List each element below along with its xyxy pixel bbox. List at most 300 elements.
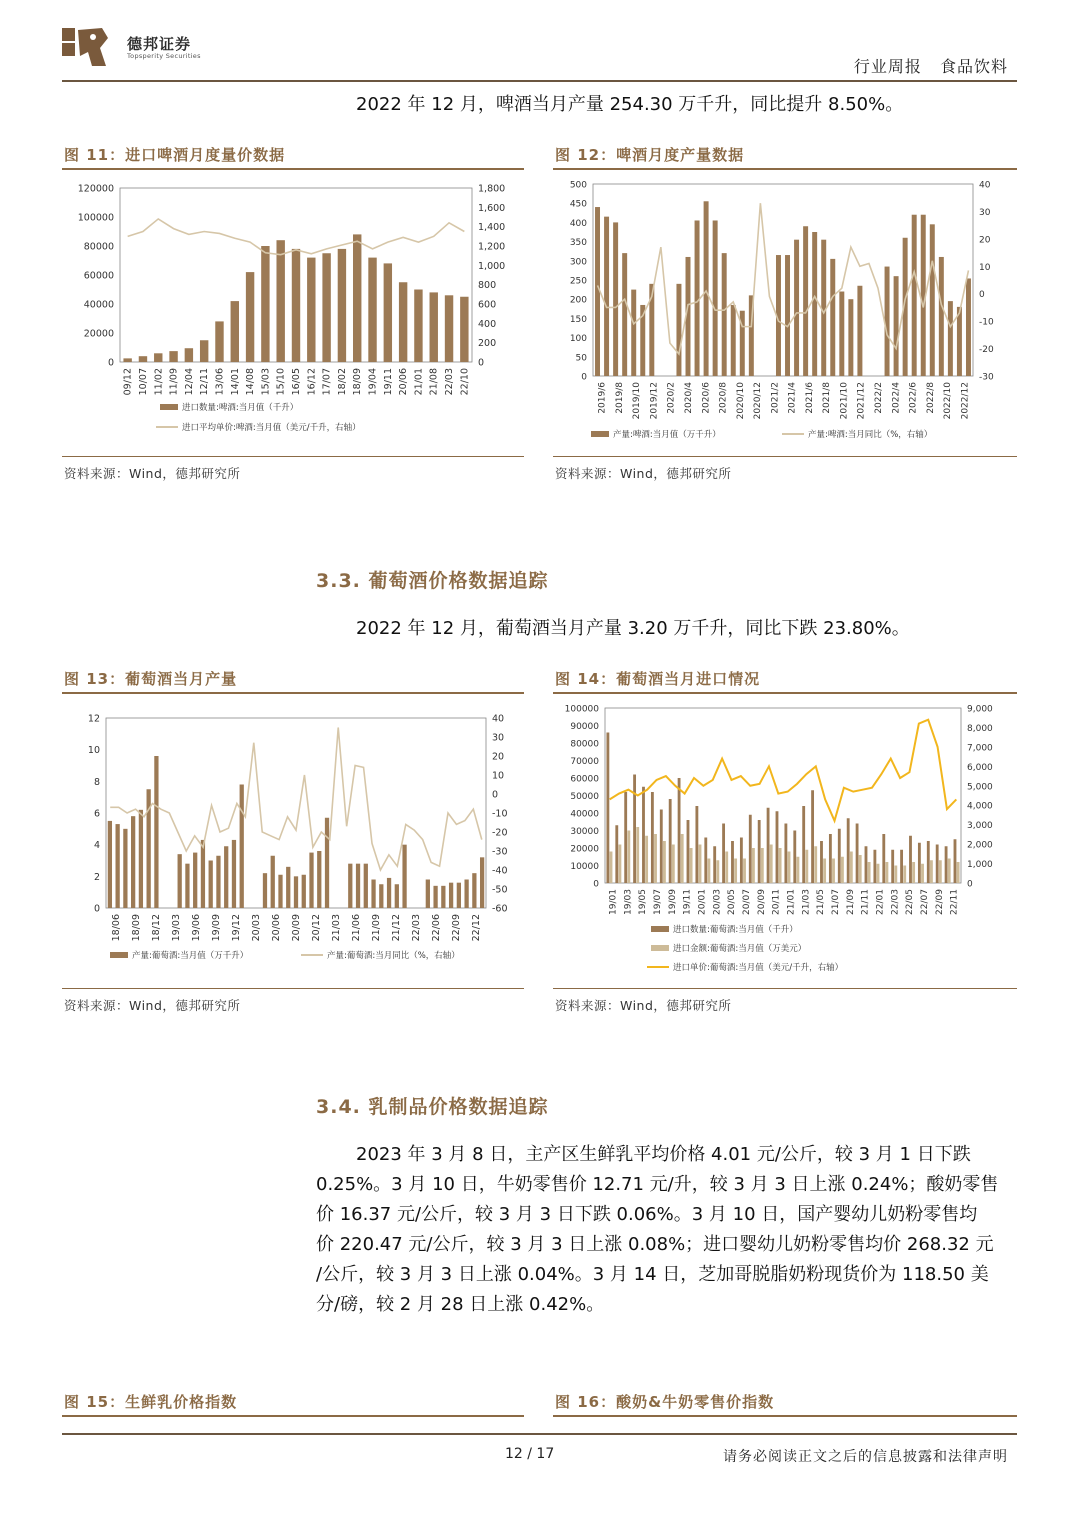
y-left-tick-label: 2 [93, 871, 100, 883]
bar [731, 305, 736, 376]
legend-swatch [651, 945, 669, 951]
dairy-line: 2023 年 3 月 8 日，主产区生鲜乳平均价格 4.01 元/公斤，较 3 月 1 日下跌 [356, 1144, 971, 1165]
fig13-top-rule [62, 692, 524, 694]
legend-label: 进口金额:葡萄酒:当月值（万美元） [673, 944, 807, 954]
x-tick-label: 12/04 [183, 368, 195, 396]
brand-name-en: Topsperity Securities [127, 52, 201, 60]
bar [624, 792, 627, 883]
y-left-tick-label: 6 [93, 808, 100, 820]
y-right-tick-label: 1,000 [478, 260, 506, 272]
bar [802, 806, 805, 883]
x-tick-label: 20/06 [271, 914, 282, 942]
bar [322, 253, 330, 362]
y-left-tick-label: 120000 [77, 183, 114, 195]
y-left-tick-label: 10000 [570, 862, 599, 872]
y-left-tick-label: 0 [593, 879, 599, 890]
y-left-tick-label: 300 [569, 257, 587, 268]
bar [761, 848, 764, 883]
bar [631, 290, 636, 376]
bar [847, 818, 850, 883]
bar [426, 880, 430, 909]
bar [948, 859, 951, 884]
x-tick-label: 10/07 [137, 368, 149, 396]
bar [770, 845, 773, 884]
bar [201, 840, 205, 908]
bar [785, 255, 790, 376]
bar [796, 857, 799, 883]
legend-swatch [651, 926, 669, 932]
bar [663, 841, 666, 883]
x-tick-label: 20/12 [311, 914, 322, 942]
bar [317, 851, 321, 908]
y-left-tick-label: 100000 [77, 212, 114, 224]
x-tick-label: 18/09 [352, 368, 364, 396]
bar [395, 884, 399, 908]
y-right-tick-label: 10 [979, 262, 991, 273]
bar [927, 841, 930, 883]
x-tick-label: 21/03 [331, 914, 342, 942]
bar [441, 886, 445, 908]
bar [449, 883, 453, 908]
bar [903, 866, 906, 884]
bar [169, 351, 177, 362]
legend-label: 产量:啤酒:当月值（万千升） [613, 430, 721, 440]
bar [821, 240, 826, 376]
y-right-tick-label: -30 [979, 372, 994, 383]
y-right-tick-label: 1,400 [478, 222, 506, 234]
plot-frame [605, 708, 961, 883]
bar [882, 834, 885, 883]
bar [918, 843, 921, 883]
x-tick-label: 12/11 [199, 368, 211, 396]
footer-rule [62, 1433, 1017, 1435]
bar [231, 301, 239, 362]
y-right-tick-label: -50 [492, 884, 508, 896]
bar [131, 816, 135, 908]
bar [464, 880, 468, 909]
x-tick-label: 2021/6 [804, 382, 815, 414]
bar [848, 299, 853, 376]
y-right-tick-label: 9,000 [967, 704, 993, 715]
bar [930, 860, 933, 883]
bar [384, 263, 392, 362]
bar [613, 222, 618, 376]
fig11-title: 图 11：进口啤酒月度量价数据 [64, 146, 286, 164]
x-tick-label: 22/11 [949, 889, 960, 915]
bar [353, 234, 361, 362]
y-left-tick-label: 50 [575, 353, 587, 364]
industry-label: 食品饮料 [939, 57, 1008, 76]
bar [651, 792, 654, 883]
x-tick-label: 21/03 [801, 889, 812, 915]
bar [749, 815, 752, 883]
bar [642, 787, 645, 883]
bar [371, 880, 375, 909]
y-left-tick-label: 0 [107, 357, 114, 369]
x-tick-label: 20/09 [291, 914, 302, 942]
x-tick-label: 18/06 [111, 914, 122, 942]
x-tick-label: 18/09 [131, 914, 142, 942]
bar [900, 850, 903, 883]
fig11-bottom-rule [62, 456, 524, 457]
dairy-line: 价 220.47 元/公斤，较 3 月 3 日上涨 0.08%；进口婴幼儿奶粉零售均价 268.32 元 [316, 1234, 994, 1255]
x-tick-label: 2020/8 [718, 382, 729, 414]
bar [139, 356, 147, 362]
y-left-tick-label: 400 [569, 218, 587, 229]
y-right-tick-label: 40 [979, 180, 991, 191]
x-tick-label: 19/04 [367, 368, 379, 396]
bar [294, 876, 298, 908]
x-tick-label: 2021/2 [770, 382, 781, 414]
bar [803, 226, 808, 376]
bar [805, 850, 808, 883]
bar [894, 866, 897, 884]
y-right-tick-label: 8,000 [967, 723, 993, 734]
bar [364, 864, 368, 908]
fig13-bottom-rule [62, 988, 524, 989]
bar [178, 854, 182, 908]
bar [460, 297, 468, 362]
bar [325, 818, 329, 908]
y-left-tick-label: 0 [581, 372, 587, 383]
x-tick-label: 2021/8 [822, 382, 833, 414]
legend-label: 产量:啤酒:当月同比（%，右轴） [808, 430, 933, 440]
fig13-chart [62, 700, 524, 972]
y-left-tick-label: 80000 [570, 739, 599, 750]
x-tick-label: 15/10 [275, 368, 287, 396]
x-tick-label: 22/01 [875, 889, 886, 915]
bar [414, 290, 422, 363]
bar [139, 810, 143, 908]
bar [857, 286, 862, 376]
fig11-source: 资料来源：Wind，德邦研究所 [64, 466, 241, 481]
y-left-tick-label: 4 [93, 840, 100, 852]
x-tick-label: 2021/4 [787, 382, 798, 414]
y-right-tick-label: 4,000 [967, 801, 993, 812]
bar [154, 756, 158, 908]
bar [278, 875, 282, 908]
fig12-chart [553, 172, 1017, 450]
bar [430, 292, 438, 362]
bar [811, 790, 814, 883]
y-right-tick-label: 20 [492, 751, 505, 763]
header-rule [62, 80, 1017, 82]
bar [912, 862, 915, 883]
y-right-tick-label: 0 [967, 879, 973, 890]
legend-label: 进口平均单价:啤酒:当月值（美元/千升，右轴） [182, 423, 361, 433]
bar [261, 246, 269, 362]
legend-swatch [160, 404, 178, 410]
bar [948, 301, 953, 376]
bar [263, 873, 267, 908]
legend-label: 进口单价:葡萄酒:当月值（美元/千升，右轴） [673, 963, 844, 973]
y-right-tick-label: 3,000 [967, 821, 993, 832]
x-tick-label: 19/03 [171, 914, 182, 942]
bar [232, 840, 236, 908]
fig14-top-rule [553, 692, 1017, 694]
x-tick-label: 21/05 [816, 889, 827, 915]
bar [402, 845, 406, 908]
x-tick-label: 19/11 [382, 368, 394, 396]
x-tick-label: 22/05 [905, 889, 916, 915]
bar [246, 272, 254, 362]
bar [939, 860, 942, 883]
y-right-tick-label: -30 [492, 846, 508, 858]
y-right-tick-label: -10 [979, 317, 994, 328]
x-tick-label: 20/05 [727, 889, 738, 915]
bar [820, 841, 823, 883]
x-tick-label: 2020/2 [666, 382, 677, 414]
series-line [128, 219, 465, 255]
series-line [610, 720, 957, 821]
disclaimer: 请务必阅读正文之后的信息披露和法律声明 [723, 1449, 1008, 1465]
bar [307, 258, 315, 362]
bar [399, 282, 407, 362]
x-tick-label: 11/09 [168, 368, 180, 396]
x-tick-label: 2019/6 [597, 382, 608, 414]
y-right-tick-label: 200 [478, 338, 497, 350]
x-tick-label: 2019/8 [614, 382, 625, 414]
bar [224, 846, 228, 908]
x-tick-label: 21/09 [371, 914, 382, 942]
bar [722, 824, 725, 884]
x-tick-label: 22/09 [934, 889, 945, 915]
x-tick-label: 22/09 [451, 914, 462, 942]
x-tick-label: 22/12 [471, 914, 482, 942]
bar [945, 846, 948, 883]
y-right-tick-label: -20 [979, 345, 994, 356]
bar [154, 353, 162, 362]
x-tick-label: 18/12 [151, 914, 162, 942]
x-tick-label: 20/11 [771, 889, 782, 915]
bar [704, 201, 709, 376]
bar [957, 307, 962, 376]
bar [839, 292, 844, 376]
y-right-tick-label: 0 [492, 789, 499, 801]
bar [457, 883, 461, 908]
fig16-title: 图 16：酸奶&牛奶零售价指数 [555, 1393, 775, 1411]
report-header [854, 54, 1008, 77]
bar [930, 224, 935, 376]
y-left-tick-label: 30000 [570, 827, 599, 837]
x-tick-label: 19/05 [638, 889, 649, 915]
bar [302, 875, 306, 908]
section-wine-title: 3.3. 葡萄酒价格数据追踪 [316, 570, 549, 592]
legend-swatch [110, 952, 128, 958]
x-tick-label: 20/03 [251, 914, 262, 942]
bar [779, 848, 782, 883]
dairy-line: 0.25%。3 月 10 日，牛奶零售价 12.71 元/升，较 3 月 3 日上涨 0.24%；酸奶零售 [316, 1174, 999, 1195]
bar [707, 859, 710, 884]
bar [645, 836, 648, 883]
bar [704, 838, 707, 884]
x-tick-label: 2021/10 [839, 382, 850, 420]
bar [687, 820, 690, 883]
fig14-source: 资料来源：Wind，德邦研究所 [555, 998, 732, 1013]
bar [868, 862, 871, 883]
bar [672, 845, 675, 884]
y-left-tick-label: 40000 [83, 299, 114, 311]
bar [713, 846, 716, 883]
fig11-chart [62, 172, 524, 444]
y-right-tick-label: 2,000 [967, 840, 993, 851]
section-dairy-title: 3.4. 乳制品价格数据追踪 [316, 1096, 549, 1118]
bar [215, 321, 223, 362]
y-left-tick-label: 20000 [570, 844, 599, 855]
bar [445, 295, 453, 362]
bar [713, 220, 718, 376]
y-left-tick-label: 80000 [83, 241, 114, 253]
fig14-chart [553, 696, 1017, 984]
x-tick-label: 2019/12 [649, 382, 660, 420]
bar [633, 775, 636, 884]
y-left-tick-label: 350 [569, 238, 587, 249]
y-right-tick-label: -10 [492, 808, 508, 820]
bar [660, 810, 663, 884]
y-left-tick-label: 50000 [570, 792, 599, 802]
bar [885, 862, 888, 883]
bar [877, 864, 880, 883]
y-right-tick-label: 600 [478, 299, 497, 311]
bar [116, 824, 120, 908]
bar [695, 806, 698, 883]
bar [743, 859, 746, 884]
bar [368, 258, 376, 362]
report-type: 行业周报 [853, 57, 922, 76]
y-left-tick-label: 90000 [570, 722, 599, 732]
bar [618, 845, 621, 884]
x-tick-label: 15/03 [260, 368, 272, 396]
bar [936, 845, 939, 884]
bar [433, 886, 437, 908]
bar [123, 358, 131, 362]
bar [480, 857, 484, 908]
x-tick-label: 2022/8 [925, 382, 936, 414]
x-tick-label: 21/06 [351, 914, 362, 942]
bar [873, 850, 876, 883]
x-tick-label: 21/07 [830, 889, 841, 915]
x-tick-label: 2020/6 [701, 382, 712, 414]
x-tick-label: 20/07 [741, 889, 752, 915]
bar [604, 217, 609, 376]
bar [676, 284, 681, 376]
x-tick-label: 19/06 [191, 914, 202, 942]
bar [200, 340, 208, 362]
x-tick-label: 21/12 [391, 914, 402, 942]
bar [286, 867, 290, 908]
y-left-tick-label: 0 [93, 903, 100, 915]
y-right-tick-label: 0 [478, 357, 485, 369]
bar [610, 852, 613, 884]
fig16-top-rule [553, 1415, 1017, 1417]
x-tick-label: 2022/6 [908, 382, 919, 414]
y-left-tick-label: 70000 [570, 757, 599, 767]
bar [850, 852, 853, 884]
legend-label: 进口数量:啤酒:当月值（千升） [182, 403, 299, 413]
x-tick-label: 19/01 [608, 889, 619, 915]
bar [216, 856, 220, 908]
y-left-tick-label: 250 [569, 276, 587, 287]
fig13-source: 资料来源：Wind，德邦研究所 [64, 998, 241, 1013]
bar [681, 834, 684, 883]
fig11-top-rule [62, 168, 524, 170]
bar [387, 878, 391, 908]
bar [678, 778, 681, 883]
y-right-tick-label: 6,000 [967, 762, 993, 773]
bar [108, 821, 112, 908]
bar [695, 220, 700, 376]
brand-name-cn: 德邦证券 [127, 35, 192, 53]
y-right-tick-label: 1,000 [967, 860, 993, 871]
y-right-tick-label: -60 [492, 903, 508, 915]
y-right-tick-label: 1,200 [478, 241, 506, 253]
x-tick-label: 09/12 [122, 368, 134, 396]
x-tick-label: 2020/4 [684, 382, 694, 414]
x-tick-label: 2021/12 [856, 382, 867, 420]
x-tick-label: 2022/2 [874, 382, 884, 414]
y-left-tick-label: 40000 [570, 809, 599, 820]
fig12-top-rule [553, 168, 1017, 170]
x-tick-label: 19/03 [623, 889, 634, 915]
x-tick-label: 20/03 [712, 889, 723, 915]
y-left-tick-label: 100000 [564, 704, 599, 715]
y-right-tick-label: 1,600 [478, 202, 506, 214]
bar [767, 808, 770, 883]
y-left-tick-label: 500 [569, 180, 587, 191]
x-tick-label: 19/12 [231, 914, 242, 942]
y-right-tick-label: 800 [478, 280, 497, 292]
x-tick-label: 19/09 [667, 889, 678, 915]
y-right-tick-label: 0 [979, 290, 985, 301]
bar [615, 825, 618, 883]
bar [788, 852, 791, 884]
x-tick-label: 21/11 [860, 889, 871, 915]
legend-label: 产量:葡萄酒:当月值（万千升） [132, 951, 249, 961]
x-tick-label: 21/09 [845, 889, 856, 915]
bar [185, 864, 189, 908]
y-left-tick-label: 60000 [570, 774, 599, 785]
x-tick-label: 21/08 [428, 368, 440, 396]
bar [758, 820, 761, 883]
bar [865, 846, 868, 883]
x-tick-label: 16/12 [306, 368, 318, 396]
bar [622, 253, 627, 376]
bar [292, 249, 300, 362]
y-right-tick-label: 30 [492, 732, 505, 744]
dairy-line: 分/磅，较 2 月 28 日上涨 0.42%。 [316, 1294, 605, 1315]
y-right-tick-label: 30 [979, 207, 991, 218]
y-left-tick-label: 150 [569, 314, 587, 325]
y-left-tick-label: 12 [87, 713, 100, 725]
fig12-source: 资料来源：Wind，德邦研究所 [555, 466, 732, 481]
bar [740, 838, 743, 884]
bar [627, 831, 630, 884]
bar [830, 259, 835, 376]
bar [716, 860, 719, 883]
fig15-title: 图 15：生鲜乳价格指数 [64, 1393, 238, 1411]
bar [338, 249, 346, 362]
x-tick-label: 17/07 [321, 368, 333, 396]
bar [379, 884, 383, 908]
bar [838, 829, 841, 883]
bar [669, 799, 672, 883]
x-tick-label: 20/09 [756, 889, 767, 915]
fig14-bottom-rule [553, 988, 1017, 989]
bar [185, 348, 193, 362]
bar [193, 853, 197, 908]
bar [606, 733, 609, 884]
bar [722, 253, 727, 376]
